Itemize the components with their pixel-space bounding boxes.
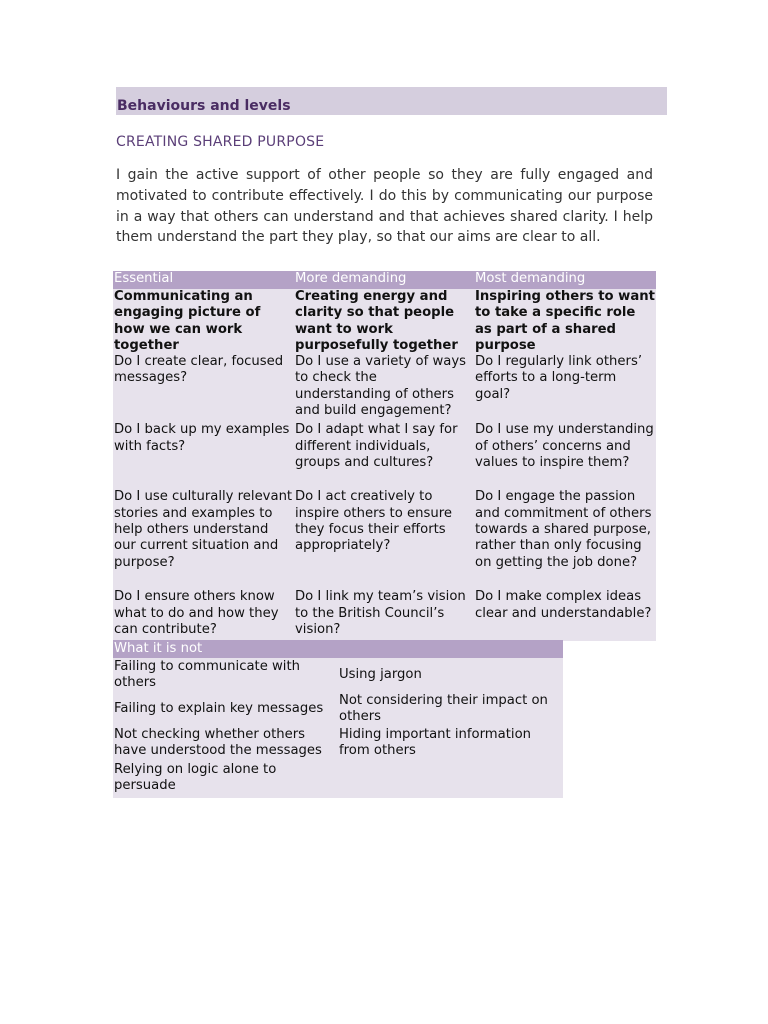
question-cell: Do I make complex ideas clear and understandable?	[474, 589, 656, 641]
competency-heading: CREATING SHARED PURPOSE	[116, 134, 325, 150]
not-item: Hiding important information from others	[338, 726, 563, 760]
level-title-more-demanding: Creating energy and clarity so that people want to work purposefully together	[294, 289, 474, 354]
not-row	[113, 760, 563, 798]
not-item: Failing to explain key messages	[113, 692, 338, 726]
levels-table	[113, 271, 656, 641]
header-essential: Essential	[113, 271, 294, 289]
question-cell: Do I use a variety of ways to check the understanding of others and build engagement?	[294, 354, 474, 422]
level-title-most-demanding: Inspiring others to want to take a specific role as part of a shared purpose	[475, 289, 655, 353]
question-row	[113, 422, 656, 489]
question-cell: Do I engage the passion and commitment of others towards a shared purpose, rather than only focusing on getting the job done?	[474, 489, 656, 589]
question-cell: Do I act creatively to inspire others to ensure they focus their efforts appropriately?	[294, 489, 474, 589]
header-most-demanding: Most demanding	[474, 271, 656, 289]
header-more-demanding: More demanding	[294, 271, 474, 289]
question-row	[113, 354, 656, 422]
question-cell: Do I create clear, focused messages?	[113, 354, 294, 422]
not-row	[113, 726, 563, 760]
question-cell: Do I link my team’s vision to the British Council’s vision?	[294, 589, 474, 641]
not-item: Relying on logic alone to persuade	[113, 760, 338, 798]
question-cell: Do I regularly link others’ efforts to a long-term goal?	[474, 354, 656, 422]
what-it-is-not-header: What it is not	[113, 640, 563, 658]
question-cell: Do I use culturally relevant stories and examples to help others understand our current situation and purpose?	[113, 489, 294, 589]
section-title: Behaviours and levels	[117, 98, 291, 114]
levels-header-row	[113, 271, 656, 289]
section-header-band	[116, 87, 667, 115]
question-cell: Do I adapt what I say for different individuals, groups and cultures?	[294, 422, 474, 489]
question-cell: Do I use my understanding of others’ concerns and values to inspire them?	[474, 422, 656, 489]
level-title-row	[113, 289, 656, 354]
intro-paragraph: I gain the active support of other people so they are fully engaged and motivated to contribute effectively. I do this by communicating our purpose in a way that others can understand and that achieves shared clarity. I help them understand the part they play, so that our aims are clear to all.	[116, 167, 653, 246]
not-item: Failing to communicate with others	[113, 658, 338, 692]
level-title-essential: Communicating an engaging picture of how we can work together	[113, 289, 294, 354]
not-item: Not considering their impact on others	[338, 692, 563, 726]
question-row	[113, 489, 656, 589]
question-cell: Do I back up my examples with facts?	[113, 422, 294, 489]
question-row	[113, 589, 656, 641]
question-cell: Do I ensure others know what to do and how they can contribute?	[113, 589, 294, 641]
what-it-is-not-table	[113, 640, 563, 798]
not-header-row	[113, 640, 563, 658]
not-item-empty	[338, 760, 563, 798]
not-item: Not checking whether others have understood the messages	[113, 726, 338, 760]
not-row	[113, 658, 563, 692]
not-row	[113, 692, 563, 726]
not-item: Using jargon	[338, 658, 563, 692]
